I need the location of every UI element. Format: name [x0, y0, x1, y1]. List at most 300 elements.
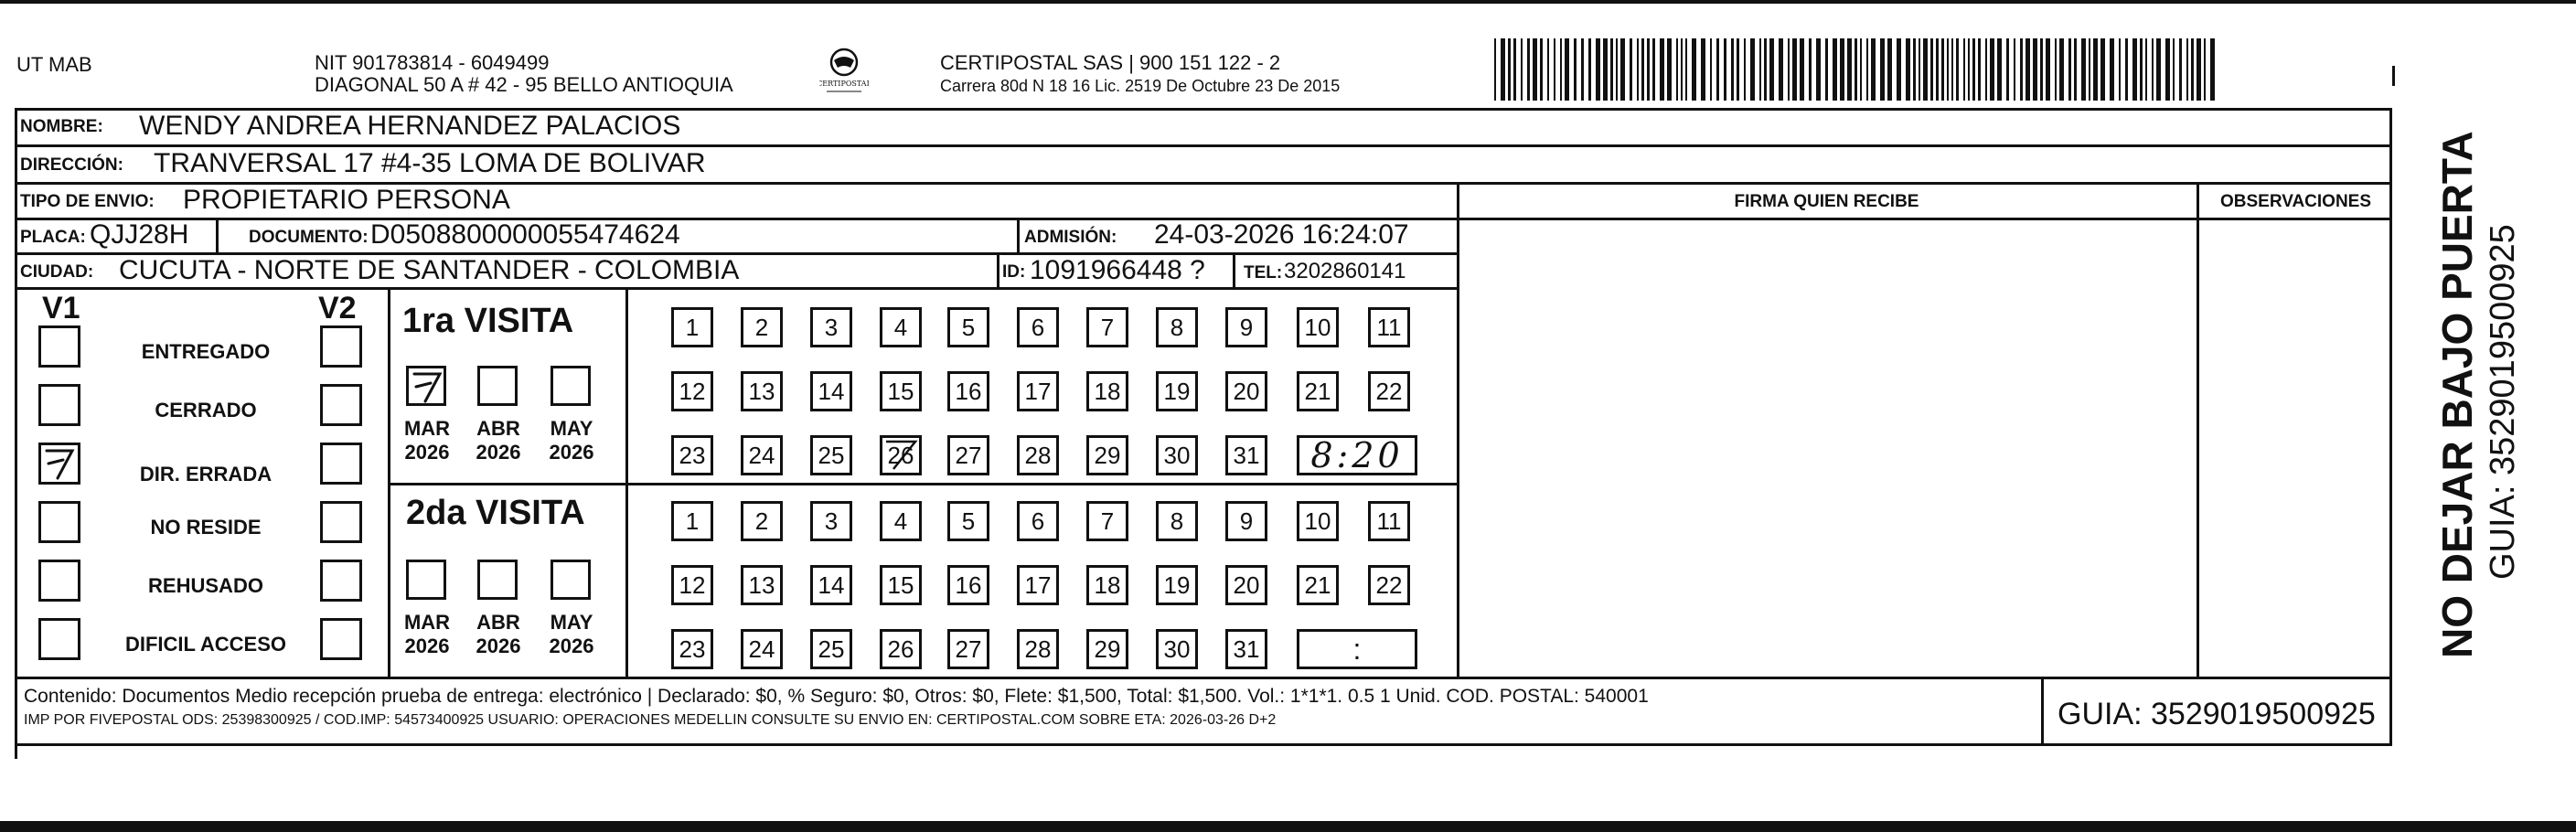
- day-number: 9: [1239, 314, 1254, 341]
- v1-checkbox[interactable]: [38, 443, 80, 485]
- barcode-bar: [2081, 38, 2086, 101]
- day-box[interactable]: [1297, 307, 1339, 347]
- month-checkbox[interactable]: [550, 560, 591, 600]
- month-checkbox[interactable]: [477, 366, 518, 406]
- day-number: 1: [685, 314, 700, 341]
- barcode-bar: [1764, 38, 1767, 101]
- day-number: 16: [955, 571, 982, 599]
- day-number: 17: [1024, 378, 1052, 405]
- day-box[interactable]: [741, 371, 783, 411]
- month-label: [395, 611, 459, 658]
- month-year: 2026: [476, 635, 521, 657]
- day-box[interactable]: [671, 435, 713, 475]
- month-checkbox[interactable]: [406, 366, 446, 406]
- day-number: 1: [685, 507, 700, 535]
- day-number: 13: [748, 571, 775, 599]
- day-box[interactable]: [1156, 307, 1198, 347]
- tel-value: 3202860141: [1284, 259, 1406, 283]
- ciudad-label: CIUDAD:: [20, 262, 94, 282]
- firma-column-left: [1457, 182, 1459, 677]
- day-box[interactable]: [1297, 565, 1339, 605]
- tel-label: TEL:: [1244, 263, 1283, 283]
- barcode-bar: [1840, 38, 1844, 101]
- barcode-bar: [1630, 38, 1632, 101]
- v2-checkbox[interactable]: [320, 618, 362, 660]
- day-box[interactable]: [880, 565, 922, 605]
- v2-checkbox[interactable]: [320, 384, 362, 426]
- side-warning: [2432, 131, 2482, 658]
- barcode-bar: [1897, 38, 1901, 101]
- time-box[interactable]: [1297, 435, 1417, 475]
- day-box[interactable]: [810, 435, 852, 475]
- barcode-bar: [2089, 38, 2090, 101]
- day-box[interactable]: [1017, 371, 1059, 411]
- barcode-bar: [2059, 38, 2064, 101]
- svg-text:CERTIPOSTAL: CERTIPOSTAL: [819, 80, 869, 88]
- barcode-bar: [2173, 38, 2175, 101]
- day-box[interactable]: [671, 629, 713, 669]
- day-number: 21: [1304, 378, 1331, 405]
- day-box[interactable]: [810, 371, 852, 411]
- day-number: 17: [1024, 571, 1052, 599]
- barcode-bar: [2191, 38, 2194, 101]
- v2-checkbox[interactable]: [320, 443, 362, 485]
- day-box[interactable]: [741, 565, 783, 605]
- month-name: ABR: [476, 611, 520, 634]
- side-guia-text: GUIA: 3529019500925: [2484, 224, 2522, 580]
- barcode-bar: [1637, 38, 1639, 101]
- time-value: 8:20: [1310, 435, 1404, 475]
- day-number: 24: [748, 635, 775, 663]
- direccion-value: TRANVERSAL 17 #4-35 LOMA DE BOLIVAR: [154, 148, 706, 178]
- barcode-bar: [2210, 38, 2215, 101]
- day-box[interactable]: [1225, 501, 1267, 541]
- day-number: 26: [887, 635, 914, 663]
- month-label: [540, 611, 604, 658]
- day-box[interactable]: [947, 629, 989, 669]
- status-label: CERRADO: [155, 399, 257, 421]
- day-number: 19: [1163, 571, 1191, 599]
- v2-header: V2: [318, 291, 357, 325]
- day-box[interactable]: [1156, 629, 1198, 669]
- day-number: 8: [1170, 314, 1184, 341]
- month-label: [466, 611, 530, 658]
- day-number: 3: [824, 507, 839, 535]
- placa-doc-sep: [216, 218, 219, 252]
- month-name: MAY: [550, 611, 593, 634]
- status-label: DIR. ERRADA: [139, 463, 273, 485]
- barcode-bar: [2040, 38, 2043, 101]
- carrier-license: Carrera 80d N 18 16 Lic. 2519 De Octubre 23 De 2015: [940, 77, 1341, 95]
- side-warning-text: NO DEJAR BAJO PUERTA: [2433, 131, 2481, 658]
- columns-header-sep: [1457, 218, 2392, 220]
- day-number: 11: [1376, 314, 1402, 341]
- documento-value: D0508800000055474624: [370, 219, 680, 250]
- v1-header: V1: [42, 291, 80, 325]
- barcode-bar: [1513, 38, 1516, 101]
- day-box[interactable]: [810, 307, 852, 347]
- day-box[interactable]: [1225, 629, 1267, 669]
- month-name: MAR: [403, 611, 451, 634]
- footer-guia-sep: [2041, 677, 2044, 746]
- barcode-bar: [1616, 38, 1618, 101]
- barcode-bar: [1866, 38, 1868, 101]
- barcode-bar: [1923, 38, 1928, 101]
- day-number: 22: [1375, 378, 1403, 405]
- day-box[interactable]: [1368, 565, 1410, 605]
- day-number: 2: [754, 314, 769, 341]
- day-box[interactable]: [1297, 371, 1339, 411]
- admision-value: 24-03-2026 16:24:07: [1154, 219, 1409, 250]
- day-number: 28: [1024, 635, 1052, 663]
- day-number: 25: [818, 635, 845, 663]
- ciudad-id-sep: [997, 252, 999, 287]
- day-box[interactable]: [880, 629, 922, 669]
- barcode-bar: [1833, 38, 1837, 101]
- barcode-bar: [1880, 38, 1885, 101]
- barcode-bar: [2046, 38, 2050, 101]
- id-tel-sep: [1233, 252, 1235, 287]
- day-box[interactable]: [1017, 501, 1059, 541]
- barcode-bar: [1560, 38, 1562, 101]
- barcode-bar: [2145, 38, 2147, 101]
- day-box[interactable]: [1156, 501, 1198, 541]
- day-box[interactable]: [880, 435, 922, 475]
- barcode-bar: [1913, 38, 1916, 101]
- day-box[interactable]: [1225, 371, 1267, 411]
- barcode-bar: [1906, 38, 1910, 101]
- day-box[interactable]: [947, 501, 989, 541]
- day-number: 30: [1163, 635, 1191, 663]
- barcode-bar: [1588, 38, 1591, 101]
- tipo-envio-value: PROPIETARIO PERSONA: [183, 185, 510, 215]
- footer-imp: IMP POR FIVEPOSTAL ODS: 25398300925 / COD.IMP: 54573400925 USUARIO: OPERACIONES MEDELLIN CONSULTE SU ENVIO EN: CERTIPOSTAL.COM SOBRE ETA: 2026-03-26 D+2: [24, 712, 1277, 728]
- barcode-bar: [2026, 38, 2030, 101]
- day-box[interactable]: [1225, 435, 1267, 475]
- day-number: 11: [1376, 507, 1402, 535]
- day-number: 26: [887, 442, 914, 469]
- month-name: ABR: [476, 417, 520, 440]
- day-number: 3: [824, 314, 839, 341]
- day-number: 6: [1031, 314, 1045, 341]
- day-number: 18: [1094, 378, 1121, 405]
- barcode-bar: [1701, 38, 1705, 101]
- time-box[interactable]: [1297, 629, 1417, 669]
- day-box[interactable]: [947, 307, 989, 347]
- barcode-bar: [2140, 38, 2143, 101]
- barcode-bar: [1681, 38, 1683, 101]
- observaciones-header: OBSERVACIONES: [2219, 192, 2372, 211]
- form-left-shadow: [15, 746, 17, 759]
- ciudad-value: CUCUTA - NORTE DE SANTANDER - COLOMBIA: [119, 255, 740, 285]
- day-number: 14: [818, 378, 845, 405]
- barcode-bar: [1547, 38, 1549, 101]
- bottom-edge-band: [0, 821, 2576, 832]
- day-box[interactable]: [810, 501, 852, 541]
- day-number: 15: [887, 378, 914, 405]
- placa-label: PLACA:: [20, 228, 86, 247]
- day-number: 10: [1304, 507, 1331, 535]
- barcode-bar: [2055, 38, 2057, 101]
- time-value: :: [1352, 633, 1362, 666]
- month-name: MAY: [550, 417, 593, 440]
- barcode-bar: [2068, 38, 2071, 101]
- day-number: 15: [887, 571, 914, 599]
- day-number: 25: [818, 442, 845, 469]
- barcode-bar: [1788, 38, 1790, 101]
- day-box[interactable]: [1086, 435, 1128, 475]
- barcode-bar: [1676, 38, 1678, 101]
- barcode-bar: [1769, 38, 1774, 101]
- v1-checkbox[interactable]: [38, 384, 80, 426]
- barcode-bar: [1972, 38, 1975, 101]
- day-box[interactable]: [1017, 307, 1059, 347]
- day-number: 23: [679, 442, 706, 469]
- footer-contenido: Contenido: Documentos Medio recepción prueba de entrega: electrónico | Declarado: $0, % Seguro: $0, Otros: $0, Flete: $1,500, Total: $1,500. Vol.: 1*1*1. 0.5 1 Unid. COD. POSTAL: 540001: [24, 686, 1649, 707]
- barcode-bar: [2179, 38, 2182, 101]
- month-label: [540, 417, 604, 464]
- day-number: 20: [1233, 378, 1260, 405]
- barcode: [1494, 38, 2226, 101]
- barcode-bar: [1968, 38, 1970, 101]
- barcode-bar: [1667, 38, 1672, 101]
- sender-address: DIAGONAL 50 A # 42 - 95 BELLO ANTIOQUIA: [315, 73, 733, 96]
- day-box[interactable]: [741, 435, 783, 475]
- day-box[interactable]: [1156, 435, 1198, 475]
- day-number: 9: [1239, 507, 1254, 535]
- barcode-bar: [1825, 38, 1828, 101]
- barcode-bar: [1997, 38, 2002, 101]
- month-label: [466, 417, 530, 464]
- barcode-bar: [1554, 38, 1555, 101]
- status-label: NO RESIDE: [150, 516, 262, 539]
- barcode-bar: [2110, 38, 2114, 101]
- month-label: [395, 417, 459, 464]
- v2-checkbox[interactable]: [320, 560, 362, 602]
- day-number: 8: [1170, 507, 1184, 535]
- day-box[interactable]: [1368, 371, 1410, 411]
- barcode-bar: [2186, 38, 2188, 101]
- v2-checkbox[interactable]: [320, 501, 362, 543]
- row-sep-5: [15, 287, 1459, 290]
- day-number: 31: [1233, 635, 1260, 663]
- barcode-bar: [1990, 38, 1994, 101]
- barcode-bar: [2093, 38, 2098, 101]
- tick-mark: [2392, 66, 2395, 86]
- barcode-bar: [1860, 38, 1862, 101]
- admision-label: ADMISIÓN:: [1024, 228, 1117, 247]
- barcode-bar: [2100, 38, 2105, 101]
- observaciones-column-left: [2197, 182, 2199, 677]
- day-number: 14: [818, 571, 845, 599]
- status-block-right: [388, 287, 390, 677]
- barcode-bar: [1508, 38, 1511, 101]
- month-year: 2026: [549, 635, 594, 657]
- barcode-bar: [1652, 38, 1655, 101]
- row-sep-1: [15, 144, 2392, 147]
- documento-label: DOCUMENTO:: [249, 228, 369, 247]
- day-number: 12: [679, 571, 706, 599]
- month-year: 2026: [476, 441, 521, 464]
- v2-checkbox[interactable]: [320, 325, 362, 368]
- barcode-bar: [1744, 38, 1746, 101]
- day-box[interactable]: [810, 565, 852, 605]
- status-label: REHUSADO: [148, 574, 263, 597]
- day-number: 19: [1163, 378, 1191, 405]
- tipo-envio-label: TIPO DE ENVIO:: [20, 192, 155, 211]
- day-box[interactable]: [741, 501, 783, 541]
- day-box[interactable]: [1156, 565, 1198, 605]
- barcode-bar: [1603, 38, 1608, 101]
- day-number: 4: [893, 314, 908, 341]
- month-checkbox[interactable]: [477, 560, 518, 600]
- doc-admision-sep: [1017, 218, 1020, 252]
- day-number: 6: [1031, 507, 1045, 535]
- day-box[interactable]: [671, 565, 713, 605]
- day-box[interactable]: [741, 629, 783, 669]
- barcode-bar: [1660, 38, 1664, 101]
- barcode-bar: [2020, 38, 2023, 101]
- day-number: 5: [961, 314, 976, 341]
- nombre-label: NOMBRE:: [20, 117, 103, 136]
- day-box[interactable]: [947, 565, 989, 605]
- day-number: 31: [1233, 442, 1260, 469]
- barcode-bar: [1596, 38, 1600, 101]
- month-year: 2026: [404, 441, 450, 464]
- month-checkbox[interactable]: [406, 560, 446, 600]
- direccion-label: DIRECCIÓN:: [20, 155, 123, 175]
- barcode-bar: [2125, 38, 2128, 101]
- barcode-bar: [1724, 38, 1726, 101]
- barcode-bar: [2132, 38, 2137, 101]
- day-number: 22: [1375, 571, 1403, 599]
- v1-checkbox[interactable]: [38, 560, 80, 602]
- day-box[interactable]: [1156, 371, 1198, 411]
- day-box[interactable]: [810, 629, 852, 669]
- barcode-bar: [1620, 38, 1625, 101]
- day-number: 27: [955, 635, 982, 663]
- day-box[interactable]: [1086, 629, 1128, 669]
- day-box[interactable]: [880, 501, 922, 541]
- day-box[interactable]: [1225, 307, 1267, 347]
- day-box[interactable]: [1368, 307, 1410, 347]
- v1-checkbox[interactable]: [38, 325, 80, 368]
- barcode-bar: [1792, 38, 1797, 101]
- firma-header: FIRMA QUIEN RECIBE: [1734, 192, 1919, 211]
- barcode-bar: [1855, 38, 1857, 101]
- visit-block-mid: [388, 483, 625, 485]
- day-box[interactable]: [1297, 501, 1339, 541]
- top-edge-line: [0, 0, 2576, 4]
- barcode-bar: [1647, 38, 1650, 101]
- day-number: 28: [1024, 442, 1052, 469]
- day-number: 5: [961, 507, 976, 535]
- barcode-bar: [2006, 38, 2009, 101]
- month-year: 2026: [404, 635, 450, 657]
- sender-nit: NIT 901783814 - 6049499: [315, 51, 550, 74]
- day-box[interactable]: [1086, 501, 1128, 541]
- barcode-bar: [1800, 38, 1804, 101]
- placa-value: QJJ28H: [90, 219, 189, 250]
- barcode-bar: [2156, 38, 2161, 101]
- day-box[interactable]: [1017, 565, 1059, 605]
- day-box[interactable]: [947, 371, 989, 411]
- day-box[interactable]: [1086, 307, 1128, 347]
- barcode-bar: [1779, 38, 1783, 101]
- v1-checkbox[interactable]: [38, 501, 80, 543]
- day-box[interactable]: [947, 435, 989, 475]
- barcode-bar: [1887, 38, 1892, 101]
- barcode-bar: [1871, 38, 1876, 101]
- barcode-bar: [1610, 38, 1613, 101]
- barcode-bar: [2033, 38, 2037, 101]
- nombre-value: WENDY ANDREA HERNANDEZ PALACIOS: [139, 111, 681, 141]
- v1-checkbox[interactable]: [38, 618, 80, 660]
- barcode-bar: [2204, 38, 2206, 101]
- days-block-mid: [625, 483, 1457, 485]
- day-number: 13: [748, 378, 775, 405]
- status-label: ENTREGADO: [141, 340, 271, 363]
- barcode-bar: [2119, 38, 2121, 101]
- id-value: 1091966448 ?: [1030, 255, 1205, 285]
- status-label: DIFICIL ACCESO: [124, 633, 286, 656]
- day-box[interactable]: [671, 307, 713, 347]
- day-box[interactable]: [880, 307, 922, 347]
- barcode-bar: [1685, 38, 1687, 101]
- barcode-bar: [1716, 38, 1719, 101]
- barcode-bar: [1816, 38, 1821, 101]
- carrier-logo: [819, 46, 869, 101]
- day-box[interactable]: [1017, 629, 1059, 669]
- day-number: 30: [1163, 442, 1191, 469]
- day-box[interactable]: [1086, 565, 1128, 605]
- id-label: ID:: [1002, 262, 1026, 282]
- day-number: 27: [955, 442, 982, 469]
- side-guia: [2484, 159, 2523, 580]
- barcode-bar: [1737, 38, 1739, 101]
- barcode-bar: [1919, 38, 1920, 101]
- day-box[interactable]: [1017, 435, 1059, 475]
- day-number: 10: [1304, 314, 1331, 341]
- barcode-bar: [1956, 38, 1959, 101]
- day-box[interactable]: [741, 307, 783, 347]
- month-year: 2026: [549, 441, 594, 464]
- day-box[interactable]: [671, 501, 713, 541]
- barcode-bar: [1501, 38, 1505, 101]
- barcode-bar: [2014, 38, 2015, 101]
- barcode-bar: [1936, 38, 1939, 101]
- barcode-bar: [1963, 38, 1965, 101]
- sender-name: UT MAB: [16, 53, 92, 76]
- month-name: MAR: [403, 417, 451, 440]
- day-box[interactable]: [671, 371, 713, 411]
- day-number: 20: [1233, 571, 1260, 599]
- barcode-bar: [1847, 38, 1852, 101]
- day-box[interactable]: [1225, 565, 1267, 605]
- barcode-bar: [1809, 38, 1812, 101]
- day-box[interactable]: [880, 371, 922, 411]
- barcode-bar: [1750, 38, 1755, 101]
- row-sep-footer: [15, 677, 2392, 679]
- day-number: 7: [1100, 314, 1115, 341]
- barcode-bar: [2197, 38, 2201, 101]
- barcode-bar: [1951, 38, 1953, 101]
- day-number: 23: [679, 635, 706, 663]
- day-number: 16: [955, 378, 982, 405]
- day-box[interactable]: [1086, 371, 1128, 411]
- day-box[interactable]: [1368, 501, 1410, 541]
- month-checkbox[interactable]: [550, 366, 591, 406]
